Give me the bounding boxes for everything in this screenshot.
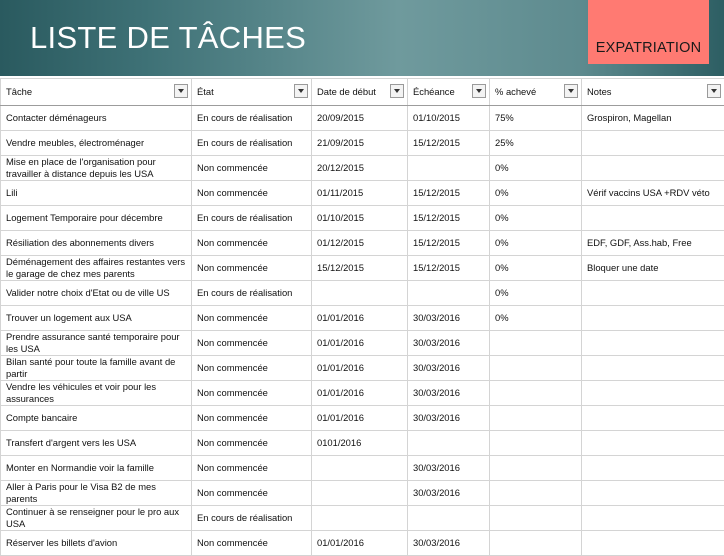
cell-debut[interactable]: 01/10/2015 [312, 206, 408, 231]
cell-tache[interactable]: Résiliation des abonnements divers [1, 231, 192, 256]
cell-debut[interactable]: 01/11/2015 [312, 181, 408, 206]
table-row [1, 381, 724, 406]
column-header-label: % achevé [495, 86, 536, 97]
cell-debut[interactable]: 01/01/2016 [312, 406, 408, 431]
cell-notes[interactable] [582, 331, 724, 356]
cell-etat[interactable]: Non commencée [192, 481, 312, 506]
cell-echeance[interactable]: 30/03/2016 [408, 331, 490, 356]
cell-achieve[interactable] [490, 506, 582, 531]
cell-achieve[interactable] [490, 456, 582, 481]
filter-dropdown-button[interactable] [390, 84, 404, 98]
cell-echeance[interactable]: 30/03/2016 [408, 406, 490, 431]
cell-debut[interactable]: 21/09/2015 [312, 131, 408, 156]
cell-notes[interactable] [582, 406, 724, 431]
table-row [1, 406, 724, 431]
table-row [1, 156, 724, 181]
table-row [1, 206, 724, 231]
cell-achieve[interactable] [490, 406, 582, 431]
cell-etat[interactable]: Non commencée [192, 181, 312, 206]
cell-echeance[interactable]: 30/03/2016 [408, 356, 490, 381]
table-row [1, 356, 724, 381]
cell-etat[interactable]: Non commencée [192, 306, 312, 331]
cell-notes[interactable] [582, 381, 724, 406]
cell-etat[interactable]: Non commencée [192, 231, 312, 256]
cell-notes[interactable]: EDF, GDF, Ass.hab, Free [582, 231, 724, 256]
cell-debut[interactable] [312, 481, 408, 506]
task-body [1, 106, 724, 556]
cell-notes[interactable] [582, 131, 724, 156]
cell-achieve[interactable] [490, 356, 582, 381]
filter-dropdown-button[interactable] [564, 84, 578, 98]
title-banner [0, 0, 724, 76]
cell-achieve[interactable] [490, 381, 582, 406]
cell-echeance[interactable] [408, 506, 490, 531]
cell-echeance[interactable] [408, 431, 490, 456]
cell-notes[interactable]: Bloquer une date [582, 256, 724, 281]
cell-debut[interactable]: 20/09/2015 [312, 106, 408, 131]
cell-tache[interactable]: Bilan santé pour toute la famille avant de partir [1, 356, 192, 381]
table-row [1, 131, 724, 156]
cell-debut[interactable]: 01/01/2016 [312, 306, 408, 331]
column-header-label: Date de début [317, 86, 376, 97]
cell-echeance[interactable]: 30/03/2016 [408, 531, 490, 556]
chevron-down-icon [298, 89, 304, 93]
cell-etat[interactable]: Non commencée [192, 381, 312, 406]
cell-etat[interactable]: En cours de réalisation [192, 206, 312, 231]
cell-tache[interactable]: Réserver les billets d'avion [1, 531, 192, 556]
cell-echeance[interactable]: 15/12/2015 [408, 256, 490, 281]
cell-debut[interactable]: 01/01/2016 [312, 381, 408, 406]
cell-achieve[interactable]: 0% [490, 281, 582, 306]
cell-tache[interactable]: Logement Temporaire pour décembre [1, 206, 192, 231]
task-table [0, 78, 724, 556]
cell-etat[interactable]: Non commencée [192, 456, 312, 481]
cell-achieve[interactable]: 0% [490, 256, 582, 281]
column-header-notes[interactable] [582, 79, 724, 106]
cell-etat[interactable]: Non commencée [192, 431, 312, 456]
cell-etat[interactable]: En cours de réalisation [192, 131, 312, 156]
header-row [1, 79, 724, 106]
cell-tache[interactable]: Monter en Normandie voir la famille [1, 456, 192, 481]
cell-debut[interactable]: 01/01/2016 [312, 531, 408, 556]
cell-etat[interactable]: En cours de réalisation [192, 506, 312, 531]
cell-echeance[interactable]: 15/12/2015 [408, 206, 490, 231]
cell-etat[interactable]: Non commencée [192, 356, 312, 381]
cell-echeance[interactable]: 15/12/2015 [408, 231, 490, 256]
cell-tache[interactable]: Contacter déménageurs [1, 106, 192, 131]
table-row [1, 481, 724, 506]
table-row [1, 331, 724, 356]
filter-dropdown-button[interactable] [294, 84, 308, 98]
cell-echeance[interactable]: 30/03/2016 [408, 456, 490, 481]
cell-tache[interactable]: Vendre les véhicules et voir pour les assurances [1, 381, 192, 406]
cell-debut[interactable] [312, 456, 408, 481]
cell-notes[interactable] [582, 356, 724, 381]
cell-echeance[interactable]: 15/12/2015 [408, 181, 490, 206]
table-row [1, 306, 724, 331]
page-title: LISTE DE TÂCHES [30, 20, 306, 56]
cell-achieve[interactable] [490, 431, 582, 456]
chevron-down-icon [568, 89, 574, 93]
cell-achieve[interactable]: 0% [490, 206, 582, 231]
table-row [1, 281, 724, 306]
cell-etat[interactable]: Non commencée [192, 531, 312, 556]
cell-debut[interactable]: 20/12/2015 [312, 156, 408, 181]
cell-achieve[interactable] [490, 481, 582, 506]
cell-debut[interactable]: 0101/2016 [312, 431, 408, 456]
cell-notes[interactable] [582, 306, 724, 331]
cell-notes[interactable] [582, 156, 724, 181]
chevron-down-icon [394, 89, 400, 93]
table-row [1, 181, 724, 206]
cell-etat[interactable]: En cours de réalisation [192, 281, 312, 306]
column-header-tache[interactable] [1, 79, 192, 106]
cell-tache[interactable]: Continuer à se renseigner pour le pro aux USA [1, 506, 192, 531]
cell-achieve[interactable]: 0% [490, 156, 582, 181]
column-header-label: Échéance [413, 86, 455, 97]
cell-notes[interactable]: Vérif vaccins USA +RDV véto [582, 181, 724, 206]
chevron-down-icon [476, 89, 482, 93]
cell-echeance[interactable]: 30/03/2016 [408, 306, 490, 331]
column-header-debut[interactable] [312, 79, 408, 106]
cell-achieve[interactable]: 0% [490, 231, 582, 256]
cell-notes[interactable] [582, 431, 724, 456]
cell-notes[interactable] [582, 506, 724, 531]
cell-tache[interactable]: Mise en place de l'organisation pour travailler à distance depuis les USA [1, 156, 192, 181]
cell-achieve[interactable]: 25% [490, 131, 582, 156]
column-header-label: Tâche [6, 86, 32, 97]
chevron-down-icon [711, 89, 717, 93]
cell-debut[interactable] [312, 281, 408, 306]
cell-tache[interactable]: Aller à Paris pour le Visa B2 de mes parents [1, 481, 192, 506]
table-row [1, 256, 724, 281]
filter-dropdown-button[interactable] [472, 84, 486, 98]
cell-notes[interactable] [582, 281, 724, 306]
chevron-down-icon [178, 89, 184, 93]
cell-debut[interactable]: 15/12/2015 [312, 256, 408, 281]
cell-notes[interactable] [582, 481, 724, 506]
cell-notes[interactable]: Grospiron, Magellan [582, 106, 724, 131]
cell-etat[interactable]: Non commencée [192, 406, 312, 431]
cell-etat[interactable]: Non commencée [192, 331, 312, 356]
column-header-label: Notes [587, 86, 612, 97]
cell-achieve[interactable]: 0% [490, 306, 582, 331]
filter-dropdown-button[interactable] [174, 84, 188, 98]
cell-echeance[interactable] [408, 281, 490, 306]
cell-notes[interactable] [582, 206, 724, 231]
table-row [1, 431, 724, 456]
category-tag-label: EXPATRIATION [596, 40, 702, 56]
column-header-echeance[interactable] [408, 79, 490, 106]
cell-etat[interactable]: Non commencée [192, 256, 312, 281]
cell-etat[interactable]: Non commencée [192, 156, 312, 181]
table-row [1, 456, 724, 481]
column-header-etat[interactable] [192, 79, 312, 106]
cell-tache[interactable]: Déménagement des affaires restantes vers le garage de chez mes parents [1, 256, 192, 281]
cell-achieve[interactable]: 75% [490, 106, 582, 131]
cell-notes[interactable] [582, 456, 724, 481]
cell-etat[interactable]: En cours de réalisation [192, 106, 312, 131]
cell-achieve[interactable]: 0% [490, 181, 582, 206]
table-row [1, 506, 724, 531]
column-header-label: État [197, 86, 214, 97]
cell-echeance[interactable]: 15/12/2015 [408, 131, 490, 156]
cell-achieve[interactable] [490, 331, 582, 356]
cell-tache[interactable]: Compte bancaire [1, 406, 192, 431]
cell-debut[interactable] [312, 506, 408, 531]
column-header-achieve[interactable] [490, 79, 582, 106]
table-row [1, 106, 724, 131]
cell-tache[interactable]: Transfert d'argent vers les USA [1, 431, 192, 456]
filter-dropdown-button[interactable] [707, 84, 721, 98]
category-tag [588, 0, 709, 64]
cell-tache[interactable]: Vendre meubles, électroménager [1, 131, 192, 156]
cell-echeance[interactable]: 30/03/2016 [408, 381, 490, 406]
cell-echeance[interactable] [408, 156, 490, 181]
cell-tache[interactable]: Trouver un logement aux USA [1, 306, 192, 331]
cell-echeance[interactable]: 30/03/2016 [408, 481, 490, 506]
cell-echeance[interactable]: 01/10/2015 [408, 106, 490, 131]
cell-tache[interactable]: Prendre assurance santé temporaire pour les USA [1, 331, 192, 356]
cell-tache[interactable]: Valider notre choix d'Etat ou de ville US [1, 281, 192, 306]
cell-tache[interactable]: Lili [1, 181, 192, 206]
cell-debut[interactable]: 01/01/2016 [312, 331, 408, 356]
table-row [1, 231, 724, 256]
cell-debut[interactable]: 01/12/2015 [312, 231, 408, 256]
cell-debut[interactable]: 01/01/2016 [312, 356, 408, 381]
